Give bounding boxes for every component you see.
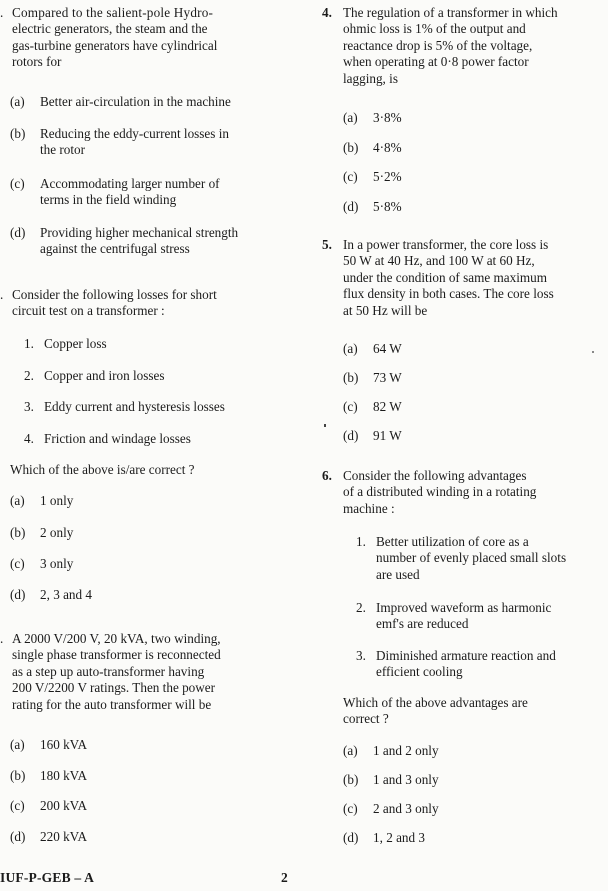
question-number: . bbox=[0, 287, 4, 302]
list-item bbox=[24, 399, 272, 415]
item-text: Diminished armature reaction and bbox=[376, 648, 556, 663]
option-b[interactable] bbox=[10, 525, 272, 541]
option-label: (c) bbox=[10, 798, 25, 813]
option-a[interactable] bbox=[10, 737, 272, 753]
stem-line: 200 V/2200 V ratings. Then the power bbox=[12, 680, 216, 696]
option-label: (c) bbox=[343, 801, 358, 816]
prompt-line: Which of the above advantages are bbox=[343, 695, 528, 710]
option-text: 5·2% bbox=[373, 169, 402, 184]
item-text: Improved waveform as harmonic bbox=[376, 600, 552, 615]
option-text: Accommodating larger number of bbox=[40, 176, 220, 191]
option-label: (c) bbox=[10, 176, 25, 191]
option-b[interactable] bbox=[343, 772, 603, 788]
stem-line: In a power transformer, the core loss is bbox=[343, 237, 549, 252]
option-d[interactable] bbox=[343, 199, 603, 215]
option-label: (a) bbox=[10, 737, 25, 752]
item-text: efficient cooling bbox=[376, 664, 463, 680]
list-item bbox=[356, 600, 602, 633]
option-label: (c) bbox=[10, 556, 25, 571]
stem-line: as a step up auto-transformer having bbox=[12, 663, 205, 679]
stem-line: 50 W at 40 Hz, and 100 W at 60 Hz, bbox=[343, 253, 535, 269]
option-a[interactable] bbox=[343, 110, 603, 126]
question-stem bbox=[343, 5, 604, 87]
option-text: 1 and 3 only bbox=[373, 772, 439, 787]
item-text: Copper loss bbox=[44, 336, 107, 351]
option-label: (c) bbox=[343, 399, 358, 414]
item-text: Eddy current and hysteresis losses bbox=[44, 399, 225, 414]
stem-line: of a distributed winding in a rotating bbox=[343, 484, 537, 500]
stem-line: The regulation of a transformer in which bbox=[343, 5, 558, 20]
option-label: (b) bbox=[10, 768, 26, 783]
option-text: 1, 2 and 3 bbox=[373, 830, 426, 845]
item-text: are used bbox=[376, 566, 420, 582]
option-b[interactable] bbox=[10, 126, 272, 159]
stem-line: ohmic loss is 1% of the output and bbox=[343, 21, 526, 37]
question-number: . bbox=[0, 5, 4, 20]
item-text: number of evenly placed small slots bbox=[376, 550, 567, 566]
option-text: Providing higher mechanical strength bbox=[40, 225, 239, 240]
question-3 bbox=[0, 631, 272, 713]
item-label: 2. bbox=[24, 368, 34, 383]
option-text: 2 and 3 only bbox=[373, 801, 439, 816]
item-label: 3. bbox=[356, 648, 366, 663]
option-label: (b) bbox=[10, 525, 26, 540]
option-text: 82 W bbox=[373, 399, 402, 414]
scan-speck bbox=[324, 424, 326, 427]
list-item bbox=[356, 534, 602, 583]
question-number: 6. bbox=[322, 468, 332, 483]
option-c[interactable] bbox=[10, 176, 272, 209]
option-label: (a) bbox=[10, 493, 25, 508]
option-c[interactable] bbox=[10, 798, 272, 814]
option-text: Reducing the eddy-current losses in bbox=[40, 126, 229, 141]
option-label: (b) bbox=[10, 126, 26, 141]
stem-line: electric generators, the steam and the bbox=[12, 21, 208, 37]
stem-line: flux density in both cases. The core loss bbox=[343, 286, 554, 302]
option-text: the rotor bbox=[40, 142, 86, 158]
option-a[interactable] bbox=[10, 493, 272, 509]
option-d[interactable] bbox=[10, 587, 272, 603]
prompt-line: correct ? bbox=[343, 711, 389, 727]
item-label: 3. bbox=[24, 399, 34, 414]
stem-line: A 2000 V/200 V, 20 kVA, two winding, bbox=[12, 631, 221, 646]
item-label: 1. bbox=[356, 534, 366, 549]
option-label: (d) bbox=[343, 830, 359, 845]
list-item bbox=[24, 431, 272, 447]
option-d[interactable] bbox=[343, 428, 603, 444]
item-label: 4. bbox=[24, 431, 34, 446]
stem-line: Compared to the salient-pole Hydro- bbox=[12, 5, 214, 20]
question-1 bbox=[0, 5, 272, 71]
option-label: (a) bbox=[343, 743, 358, 758]
option-b[interactable] bbox=[10, 768, 272, 784]
question-stem bbox=[12, 287, 272, 320]
option-label: (d) bbox=[343, 199, 359, 214]
option-a[interactable] bbox=[343, 743, 603, 759]
option-text: 1 and 2 only bbox=[373, 743, 439, 758]
option-text: 2 only bbox=[40, 525, 74, 540]
option-text: 4·8% bbox=[373, 140, 402, 155]
option-text: 73 W bbox=[373, 370, 402, 385]
page-number: 2 bbox=[281, 870, 288, 885]
stem-line: single phase transformer is reconnected bbox=[12, 647, 221, 663]
question-6 bbox=[322, 468, 604, 517]
option-a[interactable] bbox=[343, 341, 603, 357]
item-text: emf's are reduced bbox=[376, 616, 469, 632]
option-text: 160 kVA bbox=[40, 737, 88, 752]
option-label: (d) bbox=[343, 428, 359, 443]
stem-line: when operating at 0·8 power factor bbox=[343, 54, 529, 70]
list-item bbox=[24, 336, 272, 352]
option-label: (d) bbox=[10, 829, 26, 844]
option-d[interactable] bbox=[10, 225, 272, 258]
item-text: Copper and iron losses bbox=[44, 368, 165, 383]
item-label: 2. bbox=[356, 600, 366, 615]
question-prompt bbox=[343, 695, 602, 728]
option-label: (a) bbox=[343, 341, 358, 356]
question-5 bbox=[322, 237, 604, 319]
option-label: (b) bbox=[343, 772, 359, 787]
stem-line: lagging, is bbox=[343, 70, 398, 86]
list-item bbox=[356, 648, 602, 681]
item-text: Friction and windage losses bbox=[44, 431, 191, 446]
option-label: (c) bbox=[343, 169, 358, 184]
stem-line: under the condition of same maximum bbox=[343, 269, 547, 285]
option-b[interactable] bbox=[343, 140, 603, 156]
stem-line: Consider the following losses for short bbox=[12, 287, 217, 302]
list-item bbox=[24, 368, 272, 384]
question-stem bbox=[343, 237, 604, 319]
question-stem bbox=[343, 468, 604, 517]
question-stem bbox=[12, 631, 272, 713]
option-text: 64 W bbox=[373, 341, 402, 356]
question-number: 4. bbox=[322, 5, 332, 20]
option-text: 5·8% bbox=[373, 199, 402, 214]
option-label: (d) bbox=[10, 225, 26, 240]
option-text: 2, 3 and 4 bbox=[40, 587, 93, 602]
option-c[interactable] bbox=[10, 556, 272, 572]
stem-line: rating for the auto transformer will be bbox=[12, 696, 212, 712]
question-2 bbox=[0, 287, 272, 320]
stem-line: gas-turbine generators have cylindrical bbox=[12, 37, 218, 53]
option-text: 180 kVA bbox=[40, 768, 88, 783]
option-label: (a) bbox=[10, 94, 25, 109]
option-d[interactable] bbox=[10, 829, 272, 845]
option-d[interactable] bbox=[343, 830, 603, 846]
question-number: . bbox=[0, 631, 4, 646]
paper-code: IUF-P-GEB – A bbox=[0, 870, 95, 885]
scan-speck bbox=[592, 351, 594, 353]
option-c[interactable] bbox=[343, 801, 603, 817]
option-text: 200 kVA bbox=[40, 798, 88, 813]
option-label: (b) bbox=[343, 140, 359, 155]
option-text: 3·8% bbox=[373, 110, 402, 125]
option-c[interactable] bbox=[343, 169, 603, 185]
question-prompt: Which of the above is/are correct ? bbox=[10, 462, 195, 477]
item-label: 1. bbox=[24, 336, 34, 351]
option-label: (b) bbox=[343, 370, 359, 385]
option-label: (d) bbox=[10, 587, 26, 602]
stem-line: rotors for bbox=[12, 54, 62, 70]
option-text: 91 W bbox=[373, 428, 402, 443]
question-4 bbox=[322, 5, 604, 87]
option-b[interactable] bbox=[343, 370, 603, 386]
option-text: terms in the field winding bbox=[40, 192, 177, 208]
stem-line: circuit test on a transformer : bbox=[12, 303, 165, 319]
stem-line: Consider the following advantages bbox=[343, 468, 527, 483]
question-stem bbox=[12, 5, 272, 71]
option-text: 1 only bbox=[40, 493, 74, 508]
stem-line: at 50 Hz will be bbox=[343, 302, 428, 318]
option-text: Better air-circulation in the machine bbox=[40, 94, 231, 109]
option-c[interactable] bbox=[343, 399, 603, 415]
option-a[interactable] bbox=[10, 94, 272, 110]
stem-line: reactance drop is 5% of the voltage, bbox=[343, 37, 533, 53]
option-label: (a) bbox=[343, 110, 358, 125]
stem-line: machine : bbox=[343, 500, 395, 516]
item-text: Better utilization of core as a bbox=[376, 534, 529, 549]
option-text: 220 kVA bbox=[40, 829, 88, 844]
option-text: against the centrifugal stress bbox=[40, 241, 190, 257]
option-text: 3 only bbox=[40, 556, 74, 571]
question-number: 5. bbox=[322, 237, 332, 252]
